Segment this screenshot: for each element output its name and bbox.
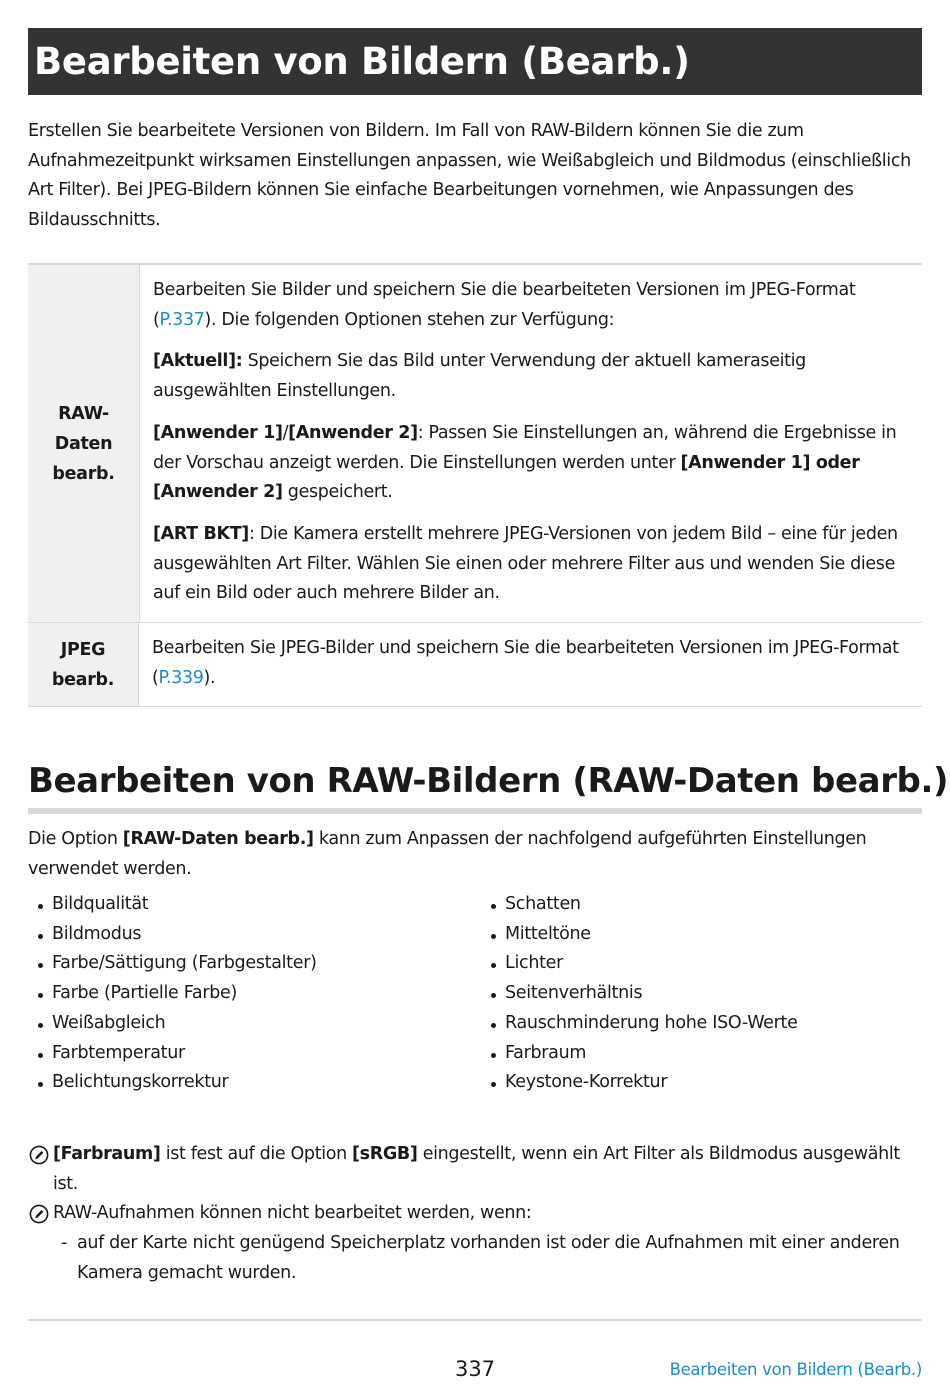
notes [28,1140,922,1289]
option-art-bkt-text: : Die Kamera erstellt mehrere JPEG-Versionen von jedem Bild – eine für jeden ausgewählten Art Filter. Wählen Sie einen oder mehrere Filter aus und wenden Sie diese auf ein Bild oder auch mehrere Bilder an. [153,523,898,604]
section-intro-pre: Die Option [28,829,123,849]
jpeg-desc-text: Bearbeiten Sie JPEG-Bilder und speichern Sie die bearbeiteten Versionen im JPEG-Format ( [152,638,899,688]
section-intro [28,825,922,884]
list-item: Lichter [489,949,919,979]
note-pencil-icon [29,1204,49,1224]
list-item: Belichtungskorrektur [36,1068,476,1098]
list-item: Schatten [489,890,919,920]
note-raw-restrictions [28,1199,922,1229]
note-sub-item [28,1229,922,1288]
list-item: Mitteltöne [489,920,919,950]
table-label-raw [28,265,140,622]
list-item: Bildmodus [36,920,476,950]
list-item: Farbtemperatur [36,1039,476,1069]
table-row-jpeg [28,623,922,707]
page-title: Bearbeiten von Bildern (Bearb.) [28,28,922,95]
table-label-jpeg [28,623,139,706]
note-farbraum-text2: eingestellt, wenn ein Art Filter als Bildmodus ausgewählt ist. [53,1144,900,1194]
option-anwender-text: : Passen Sie Einstellungen an, während die Ergebnisse in der Vorschau anzeigt werden. Die Einstellungen werden unter [153,422,897,473]
raw-label-line-3: bearb. [52,463,115,484]
page-link-339[interactable]: P.339 [158,667,204,688]
jpeg-description [152,634,902,693]
list-item: Keystone-Korrektur [489,1068,919,1098]
option-art-bkt [153,520,902,609]
option-aktuell-text: Speichern Sie das Bild unter Verwendung der aktuell kameraseitig ausgewählten Einstellungen. [153,351,806,402]
note-sub-text: auf der Karte nicht genügend Speicherplatz vorhanden ist oder die Aufnahmen mit einer anderen Kamera gemacht wurden. [77,1233,900,1283]
note-farbraum-strong1: [Farbraum] [53,1144,161,1164]
raw-description [153,276,902,335]
section-intro-post: kann zum Anpassen der nachfolgend aufgeführten Einstellungen verwendet werden. [28,829,867,879]
option-anwender-strong: [Anwender 1] oder [Anwender 2] [153,452,860,503]
page-number: 337 [454,1357,496,1381]
jpeg-desc-end: ). [203,667,216,688]
table-body-raw [140,265,922,622]
jpeg-label-line-1: JPEG [60,640,106,661]
section-heading: Bearbeiten von RAW-Bildern (RAW-Daten bearb.) [28,756,922,814]
raw-label-line-2: Daten [54,433,113,454]
option-anwender-end: gespeichert. [282,482,393,503]
option-anwender [153,419,902,508]
option-art-bkt-term: [ART BKT] [153,523,249,544]
table-row-raw [28,265,922,623]
list-item: Bildqualität [36,890,476,920]
note-raw-text: RAW-Aufnahmen können nicht bearbeitet werden, wenn: [53,1203,532,1224]
note-farbraum-text1: ist fest auf die Option [160,1144,353,1164]
list-item: Weißabgleich [36,1009,476,1039]
options-table [28,263,922,707]
raw-desc-text: Bearbeiten Sie Bilder und speichern Sie die bearbeiteten Versionen im JPEG-Format ( [153,280,856,330]
list-item: Seitenverhältnis [489,979,919,1009]
footer-divider [28,1319,922,1321]
settings-list-right [489,890,919,1098]
option-anwender1-term: [Anwender 1] [153,422,283,443]
list-item: Farbe (Partielle Farbe) [36,979,476,1009]
jpeg-label-line-2: bearb. [51,670,115,691]
settings-list-left [36,890,476,1098]
page-link-337[interactable]: P.337 [159,309,205,330]
note-farbraum-strong2: [sRGB] [352,1144,418,1164]
raw-desc-end: ). Die folgenden Optionen stehen zur Verfügung: [204,309,615,330]
option-aktuell-term: [Aktuell]: [153,351,243,372]
list-item: Rauschminderung hohe ISO-Werte [489,1009,919,1039]
table-body-jpeg [139,623,922,706]
note-pencil-icon [29,1145,49,1165]
section-intro-strong: [RAW-Daten bearb.] [122,829,314,849]
intro-paragraph: Erstellen Sie bearbeitete Versionen von Bildern. Im Fall von RAW-Bildern können Sie die zum Aufnahmezeitpunkt wirksamen Einstellungen anpassen, wie Weißabgleich und Bildmodus (einschließlich Art Filter). Bei JPEG-Bildern können Sie einfache Bearbeitungen vornehmen, wie Anpassungen des Bildausschnitts. [28,121,911,231]
raw-label-line-1: RAW- [58,403,109,424]
running-title-link[interactable]: Bearbeiten von Bildern (Bearb.) [669,1360,922,1379]
option-aktuell [153,347,902,406]
note-farbraum [28,1140,922,1199]
list-item: Farbe/Sättigung (Farbgestalter) [36,949,476,979]
option-anwender2-term: [Anwender 2] [288,422,418,443]
list-item: Farbraum [489,1039,919,1069]
dash-bullet: - [61,1233,67,1254]
option-anwender-slash: / [282,422,289,443]
